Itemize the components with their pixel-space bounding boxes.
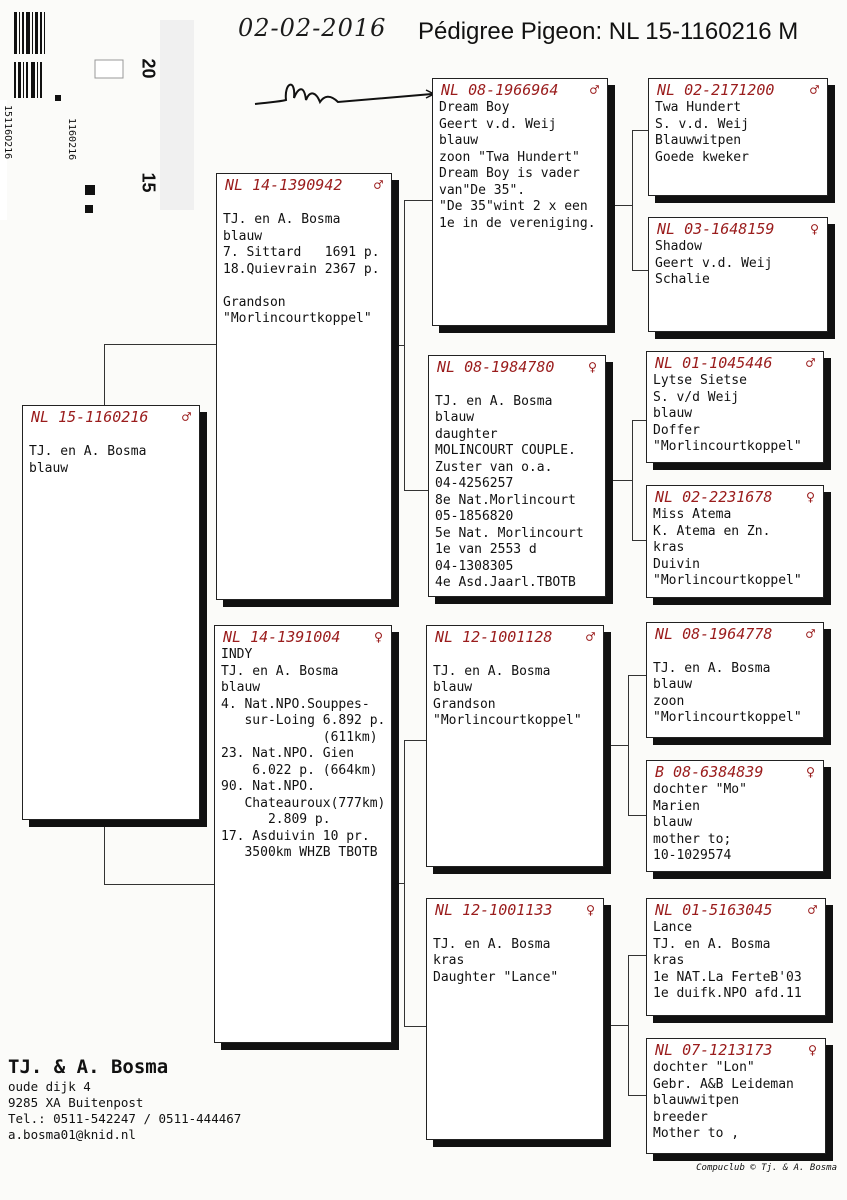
pigeon-details: dochter "Lon" Gebr. A&B Leideman blauwwitpen breeder Mother to , [653, 1060, 794, 1141]
connector-line [628, 675, 648, 676]
female-icon: ♀ [373, 627, 383, 646]
sticker-code: 1160216 [66, 118, 77, 161]
owner-address-city: 9285 XA Buitenpost [8, 1095, 144, 1110]
pigeon-card-mf [426, 625, 604, 867]
male-icon: ♂ [805, 353, 815, 372]
pigeon-card-ff [432, 78, 608, 326]
owner-info [8, 1055, 241, 1143]
connector-line [632, 130, 633, 270]
male-icon: ♂ [807, 900, 817, 919]
ring-number: NL 01-1045446 [655, 353, 773, 372]
pigeon-details: TJ. en A. Bosma blauw 7. Sittard 1691 p. 18.Quievrain 2367 p. Grandson "Morlincourtkoppel" [223, 212, 380, 326]
female-icon: ♀ [805, 487, 815, 506]
page-title: Pédigree Pigeon: NL 15-1160216 M [418, 18, 799, 45]
pigeon-details: TJ. en A. Bosma blauw daughter MOLINCOURT COUPLE. Zuster van o.a. 04-4256257 8e Nat.Morlincourt 05-1856820 5e Nat. Morlincourt 1e van 2553 d 04-1308305 4e Asd.Jaarl.TBOTB [435, 393, 584, 590]
female-icon: ♀ [809, 219, 819, 238]
handwritten-date: 02-02-2016 [238, 14, 387, 42]
pigeon-details: Shadow Geert v.d. Weij Schalie [655, 239, 773, 287]
connector-line [404, 1026, 428, 1027]
ring-number: NL 12-1001133 [435, 900, 553, 919]
ring-number: NL 12-1001128 [435, 627, 553, 646]
ring-number: NL 01-5163045 [655, 900, 773, 919]
ring-number: NL 02-2231678 [655, 487, 773, 506]
female-icon: ♀ [807, 1040, 817, 1059]
pigeon-card-mother [214, 625, 392, 1043]
signature-scribble [250, 72, 440, 122]
connector-line [392, 345, 404, 346]
ring-number: NL 08-1964778 [655, 624, 773, 643]
male-icon: ♂ [585, 627, 595, 646]
pigeon-card-mmm [646, 1038, 826, 1154]
female-icon: ♀ [585, 900, 595, 919]
connector-line [104, 344, 216, 345]
ring-number: NL 15-1160216 [31, 407, 149, 426]
sticker-year-top: 20 [138, 58, 159, 79]
pigeon-card-ffm [648, 217, 828, 332]
connector-line [606, 1025, 628, 1026]
sticker-ring-vertical: 15116O216 [2, 105, 13, 160]
pigeon-card-fm [428, 355, 606, 597]
connector-line [404, 740, 428, 741]
connector-line [392, 883, 404, 884]
connector-line [632, 420, 633, 540]
sticker-year-bottom: 15 [138, 172, 159, 193]
pigeon-details: Dream Boy Geert v.d. Weij blauw zoon "Twa Hundert" Dream Boy is vader van"De 35". "De 35"wint 2 x een 1e in de vereniging. [439, 100, 596, 231]
female-icon: ♀ [587, 357, 597, 376]
male-icon: ♂ [181, 407, 191, 426]
connector-line [628, 815, 648, 816]
pigeon-card-fmf [646, 351, 824, 463]
pigeon-card-fmm [646, 485, 824, 598]
owner-email: a.bosma01@knid.nl [8, 1127, 136, 1142]
pigeon-card-mmf [646, 898, 826, 1016]
ring-number: NL 08-1966964 [441, 80, 559, 99]
male-icon: ♂ [809, 80, 819, 99]
ring-number: NL 03-1648159 [657, 219, 775, 238]
pigeon-details: TJ. en A. Bosma blauw Grandson "Morlincourtkoppel" [433, 663, 582, 728]
ring-number: NL 02-2171200 [657, 80, 775, 99]
pigeon-card-mm [426, 898, 604, 1140]
ring-number: NL 08-1984780 [437, 357, 555, 376]
ring-number: B 08-6384839 [655, 762, 764, 781]
connector-line [628, 955, 629, 1095]
male-icon: ♂ [373, 175, 383, 194]
connector-line [628, 675, 629, 815]
pigeon-card-mff [646, 622, 824, 738]
owner-name: TJ. & A. Bosma [8, 1056, 169, 1078]
connector-line [104, 884, 216, 885]
ring-number: NL 14-1391004 [223, 627, 341, 646]
pigeon-card-mfm [646, 760, 824, 872]
connector-line [610, 480, 632, 481]
pigeon-details: Lance TJ. en A. Bosma kras 1e NAT.La FerteB'03 1e duifk.NPO afd.11 [653, 920, 802, 1001]
pigeon-details: Twa Hundert S. v.d. Weij Blauwwitpen Goede kweker [655, 100, 749, 165]
pigeon-details: TJ. en A. Bosma blauw [29, 444, 147, 476]
ring-sticker [0, 0, 200, 220]
male-icon: ♂ [805, 624, 815, 643]
ring-number: NL 14-1390942 [225, 175, 343, 194]
footer-credit: Compuclub © Tj. & A. Bosma [696, 1163, 837, 1173]
connector-line [404, 200, 405, 490]
pigeon-card-subject [22, 405, 200, 820]
female-icon: ♀ [805, 762, 815, 781]
pigeon-details: TJ. en A. Bosma blauw zoon "Morlincourtkoppel" [653, 660, 802, 725]
pigeon-details: INDY TJ. en A. Bosma blauw 4. Nat.NPO.Souppes- sur-Loing 6.892 p. (611km) 23. Nat.NPO. Gien 6.022 p. (664km) 90. Nat.NPO. Chateauroux(777km) 2.809 p. 17. Asduivin 10 pr. 3500km WHZB TBOTB [221, 647, 386, 860]
pigeon-details: TJ. en A. Bosma kras Daughter "Lance" [433, 936, 559, 985]
connector-line [606, 745, 628, 746]
barcode-icon [0, 0, 200, 220]
owner-phone: Tel.: 0511-542247 / 0511-444467 [8, 1111, 242, 1126]
ring-number: NL 07-1213173 [655, 1040, 773, 1059]
pigeon-details: Lytse Sietse S. v/d Weij blauw Doffer "Morlincourtkoppel" [653, 373, 802, 454]
pigeon-details: Miss Atema K. Atema en Zn. kras Duivin "Morlincourtkoppel" [653, 507, 802, 588]
connector-line [404, 200, 432, 201]
connector-line [610, 205, 632, 206]
pigeon-details: dochter "Mo" Marien blauw mother to; 10-1029574 [653, 782, 747, 863]
owner-address-street: oude dijk 4 [8, 1079, 91, 1094]
connector-line [404, 740, 405, 1026]
male-icon: ♂ [589, 80, 599, 99]
pigeon-card-father [216, 173, 392, 600]
connector-line [628, 1095, 648, 1096]
connector-line [628, 955, 648, 956]
pigeon-card-fff [648, 78, 828, 196]
